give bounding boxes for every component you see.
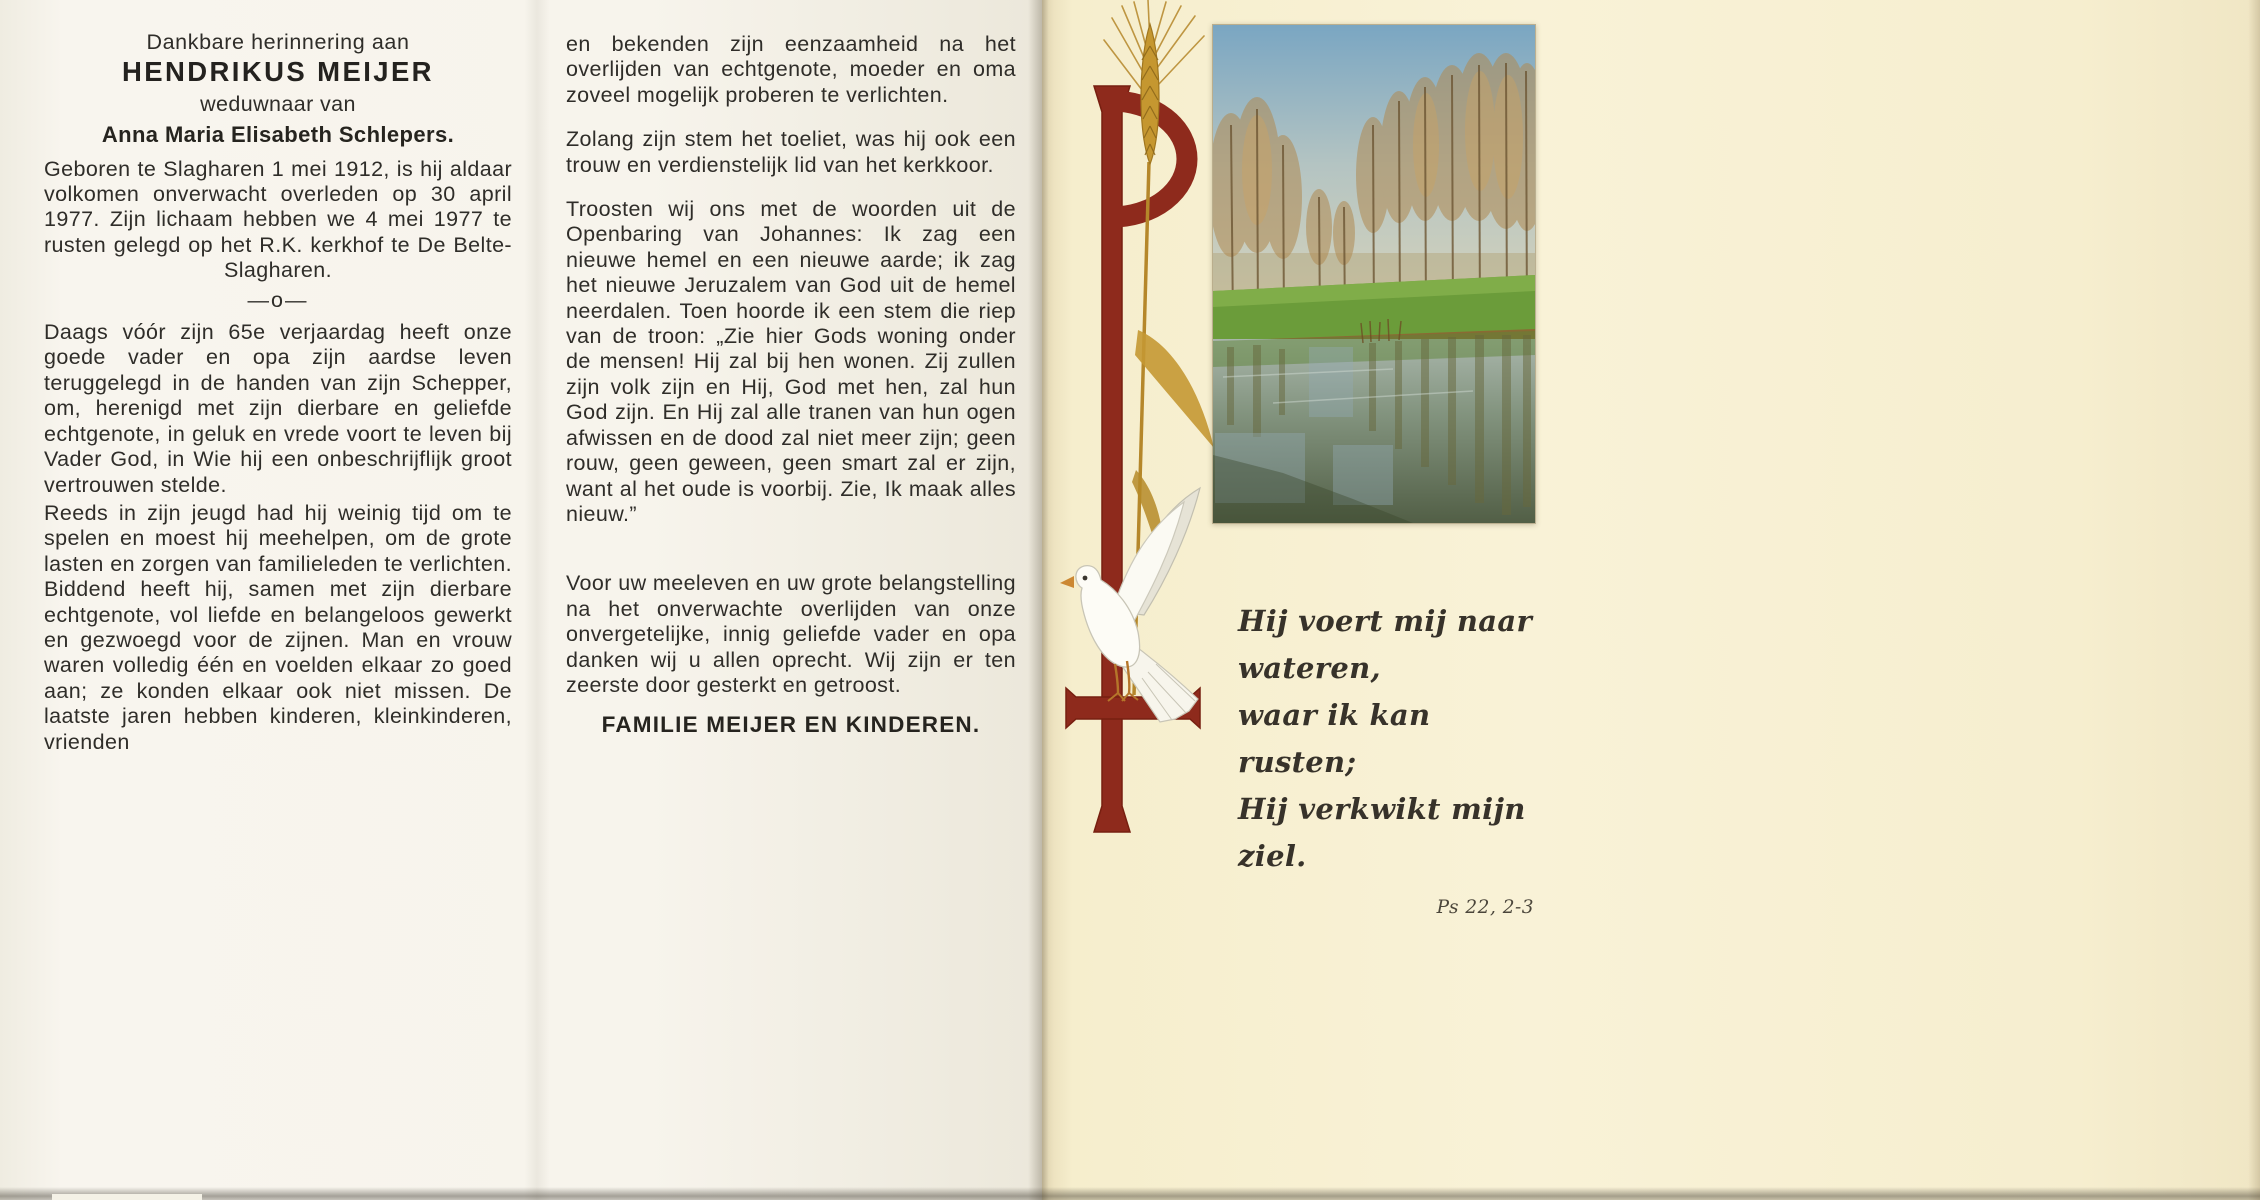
verse-reference: Ps 22, 2-3 (1436, 897, 1534, 918)
paragraph-choir: Zolang zijn stem het toeliet, was hij ook een trouw en verdienstelijk lid van het kerkkoor. (566, 127, 1016, 177)
dove-icon (1060, 488, 1200, 722)
middle-text-column (566, 32, 1016, 738)
verse-line-2: waar ik kan rusten; (1238, 698, 1431, 779)
relation-line: weduwnaar van (200, 91, 356, 116)
paragraph-birth-death: Geboren te Slagharen 1 mei 1912, is hij aldaar volkomen onverwacht overleden op 30 april 1977. Zijn lichaam hebben we 4 mei 1977 te rusten gelegd op het R.K. kerkhof te De Belte-Slagharen. (44, 156, 512, 283)
scan-bottom-edge (0, 1187, 2260, 1200)
left-text-column (44, 30, 512, 758)
center-fold-crease (524, 0, 550, 1200)
spouse-name: Anna Maria Elisabeth Schlepers. (101, 122, 455, 148)
right-edge-shadow (2248, 0, 2260, 1200)
chi-rho-cross-icon (1066, 86, 1200, 832)
paragraph-birthday: Daags vóór zijn 65e verjaardag heeft onze goede vader en opa zijn aardse leven teruggelegd in de handen van zijn Schepper, om, herenigd met zijn dierbare en geliefde echtgenote, in geluk en vrede voort te leven bij Vader God, in Wie hij een onbeschrijflijk groot vertrouwen stelde. (44, 320, 512, 497)
verse-line-1: Hij voert mij naar wateren, (1238, 604, 1533, 685)
dedication-line: Dankbare herinnering aan (146, 30, 410, 54)
paper-edge-sliver (52, 1194, 202, 1200)
paragraph-thanks: Voor uw meeleven en uw grote belangstelling na het onverwachte overlijden van onze onvergetelijke, innig geliefde vader en opa danken wij u allen oprecht. Wij zijn er ten zeerste door gesterkt en getroost. (566, 571, 1016, 697)
river-landscape-photo (1212, 24, 1536, 524)
paragraph-youth: Reeds in zijn jeugd had hij weinig tijd om te spelen en moest hij meehelpen, om de grote lasten en zorgen van familieleden te verlichten. Biddend heeft hij, samen met zijn dierbare echtgenote, vol liefde en belangeloos gewerkt en gezwoegd voor de zijnen. Man en vrouw waren volledig één en voelden elkaar zo goed aan; ze konden elkaar ook niet missen. De laatste jaren hebben kinderen, kleinkinderen, vrienden (44, 500, 512, 754)
paragraph-revelation: Troosten wij ons met de woorden uit de Openbaring van Johannes: Ik zag een nieuwe hemel en een nieuwe aarde; ik zag het nieuwe Jeruzalem van God uit de hemel neerdalen. Toen hoorde ik een stem die riep van de troon: „Zie hier Gods woning onder de mensen! Hij zal bij hen wonen. Zij zullen zijn volk zijn en Hij, God met hen, zal hun God zijn. En Hij zal alle tranen van hun ogen afwissen en de dood zal niet meer zijn; geen rouw, geen geween, geen smart zal er zijn, want al het oude is voorbij. Zie, Ik maak alles nieuw.” (566, 197, 1016, 526)
psalm-verse (1238, 598, 1550, 931)
section-divider: —o— (247, 287, 309, 312)
paragraph-continuation: en bekenden zijn eenzaamheid na het overlijden van echtgenote, moeder en oma zoveel mogelijk proberen te verlichten. (566, 32, 1016, 107)
verse-line-3: Hij verkwikt mijn ziel. (1238, 792, 1526, 873)
religious-emblem (1048, 0, 1228, 860)
deceased-name: HENDRIKUS MEIJER (122, 56, 434, 88)
family-signature: FAMILIE MEIJER EN KINDEREN. (601, 712, 981, 738)
